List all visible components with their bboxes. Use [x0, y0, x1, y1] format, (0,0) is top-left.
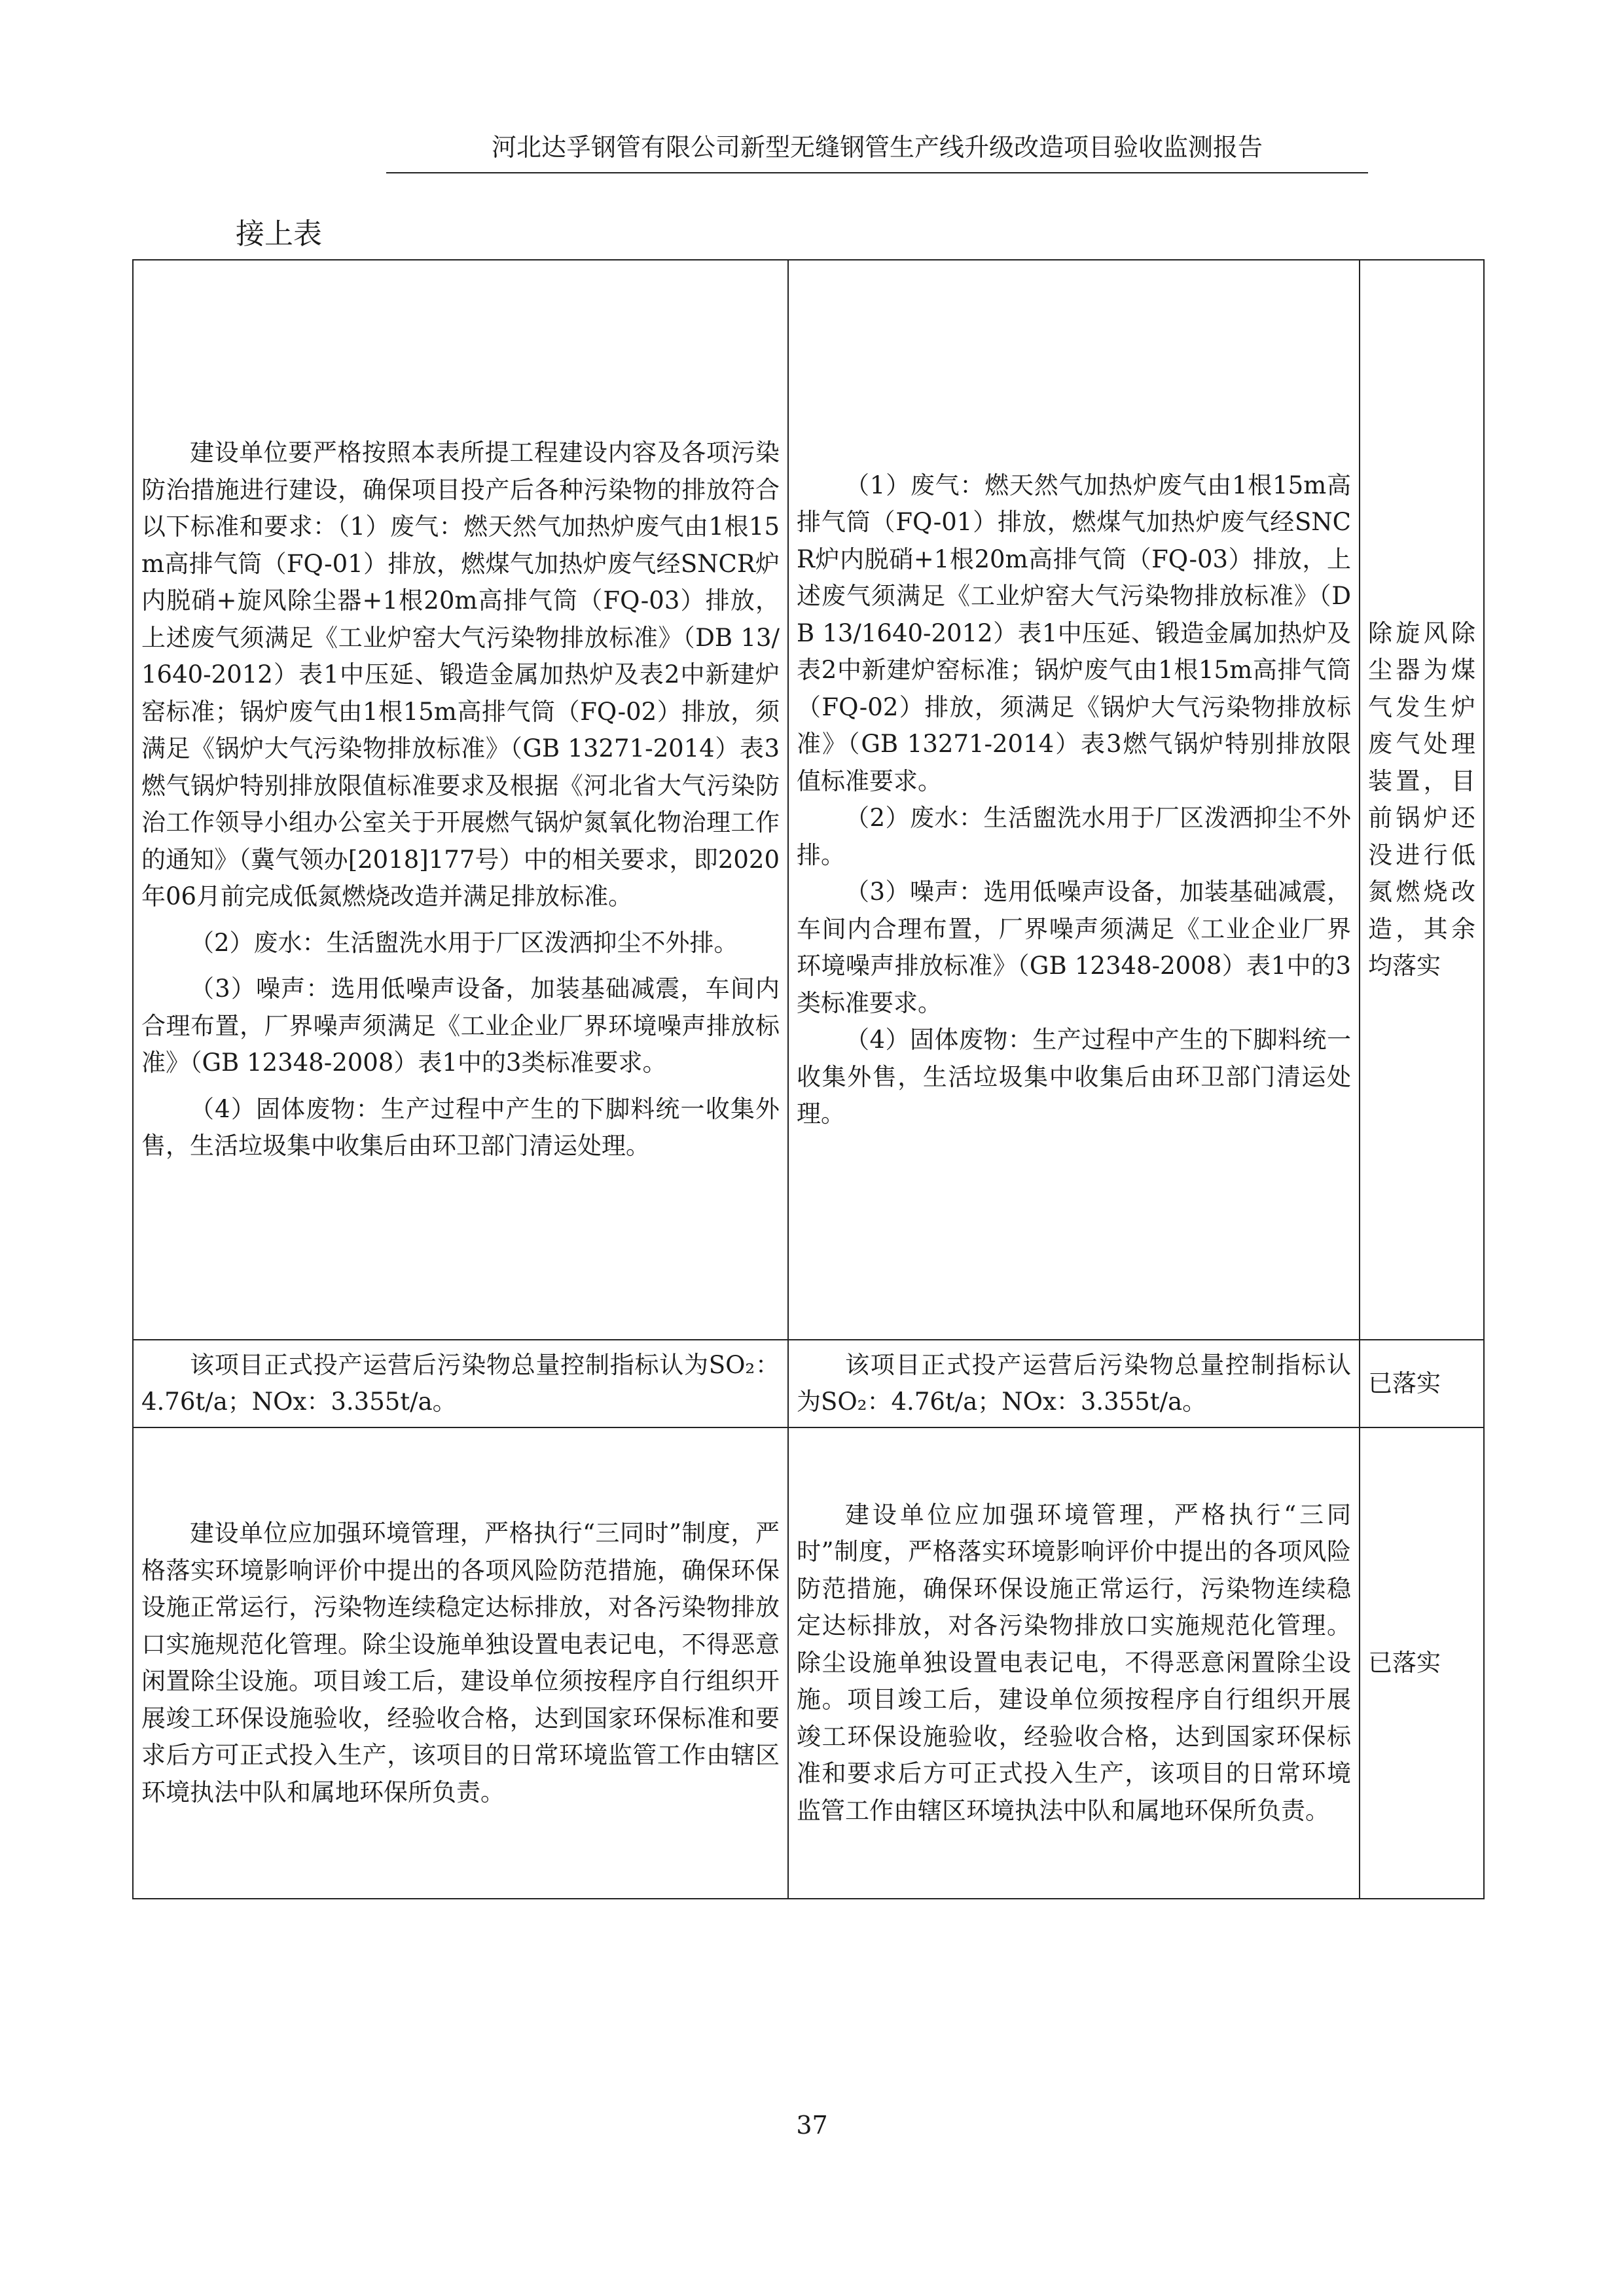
table-row	[133, 1427, 1484, 1899]
status-cell	[1360, 1340, 1484, 1427]
requirement-paragraph: （3）噪声：选用低噪声设备，加装基础减震，车间内合理布置，厂界噪声须满足《工业企业厂界环境噪声排放标准》（GB 12348-2008）表1中的3类标准要求。	[141, 975, 780, 1077]
acceptance-table	[132, 259, 1485, 1899]
table-row	[133, 260, 1484, 1340]
implementation-cell	[788, 1427, 1360, 1899]
implementation-paragraph: 建设单位应加强环境管理，严格执行“三同时”制度，严格落实环境影响评价中提出的各项风险防范措施，确保环保设施正常运行，污染物连续稳定达标排放，对各污染物排放口实施规范化管理。除尘设施单独设置电表记电，不得恶意闲置除尘设施。项目竣工后，建设单位须按程序自行组织开展竣工环保设施验收，经验收合格，达到国家环保标准和要求后方可正式投入生产，该项目的日常环境监管工作由辖区环境执法中队和属地环保所负责。	[797, 1500, 1351, 1825]
requirement-cell	[133, 1427, 788, 1899]
status-text: 已落实	[1368, 1369, 1441, 1397]
implementation-paragraph: （4）固体废物：生产过程中产生的下脚料统一收集外售，生活垃圾集中收集后由环卫部门清运处理。	[797, 1026, 1351, 1128]
status-cell	[1360, 260, 1484, 1340]
implementation-paragraph: （1）废气：燃天然气加热炉废气由1根15m高排气筒（FQ-01）排放，燃煤气加热炉废气经SNCR炉内脱硝+1根20m高排气筒（FQ-03）排放，上述废气须满足《工业炉窑大气污染物排放标准》（DB 13/1640-2012）表1中压延、锻造金属加热炉及表2中新建炉窑标准；锅炉废气由1根15m高排气筒（FQ-02）排放，须满足《锅炉大气污染物排放标准》（GB 13271-2014）表3燃气锅炉特别排放限值标准要求。	[797, 471, 1351, 795]
requirement-cell	[133, 1340, 788, 1427]
implementation-paragraph: 该项目正式投产运营后污染物总量控制指标认为SO₂：4.76t/a；NOx：3.355t/a。	[797, 1350, 1351, 1416]
requirement-paragraph: 建设单位要严格按照本表所提工程建设内容及各项污染防治措施进行建设，确保项目投产后各种污染物的排放符合以下标准和要求：（1）废气：燃天然气加热炉废气由1根15m高排气筒（FQ-01）排放，燃煤气加热炉废气经SNCR炉内脱硝+旋风除尘器+1根20m高排气筒（FQ-03）排放，上述废气须满足《工业炉窑大气污染物排放标准》（DB 13/1640-2012）表1中压延、锻造金属加热炉及表2中新建炉窑标准；锅炉废气由1根15m高排气筒（FQ-02）排放，须满足《锅炉大气污染物排放标准》（GB 13271-2014）表3燃气锅炉特别排放限值标准要求及根据《河北省大气污染防治工作领导小组办公室关于开展燃气锅炉氮氧化物治理工作的通知》（冀气领办[2018]177号）中的相关要求，即2020年06月前完成低氮燃烧改造并满足排放标准。	[141, 439, 780, 911]
requirement-paragraph: 该项目正式投产运营后污染物总量控制指标认为SO₂：4.76t/a；NOx：3.355t/a。	[141, 1350, 780, 1416]
requirement-paragraph: 建设单位应加强环境管理，严格执行“三同时”制度，严格落实环境影响评价中提出的各项风险防范措施，确保环保设施正常运行，污染物连续稳定达标排放，对各污染物排放口实施规范化管理。除尘设施单独设置电表记电，不得恶意闲置除尘设施。项目竣工后，建设单位须按程序自行组织开展竣工环保设施验收，经验收合格，达到国家环保标准和要求后方可正式投入生产，该项目的日常环境监管工作由辖区环境执法中队和属地环保所负责。	[141, 1519, 780, 1806]
implementation-paragraph: （2）废水：生活盥洗水用于厂区泼洒抑尘不外排。	[797, 804, 1351, 869]
implementation-cell	[788, 1340, 1360, 1427]
implementation-cell	[788, 260, 1360, 1340]
page-number: 37	[796, 2111, 828, 2140]
requirement-paragraph: （2）废水：生活盥洗水用于厂区泼洒抑尘不外排。	[190, 928, 738, 957]
status-text: 除旋风除尘器为煤气发生炉废气处理装置，目前锅炉还没进行低氮燃烧改造，其余均落实	[1368, 619, 1475, 980]
continued-label: 接上表	[236, 217, 322, 251]
requirement-cell	[133, 260, 788, 1340]
status-text: 已落实	[1368, 1648, 1441, 1677]
implementation-paragraph: （3）噪声：选用低噪声设备，加装基础减震，车间内合理布置，厂界噪声须满足《工业企业厂界环境噪声排放标准》（GB 12348-2008）表1中的3类标准要求。	[797, 878, 1351, 1017]
requirement-paragraph: （4）固体废物：生产过程中产生的下脚料统一收集外售，生活垃圾集中收集后由环卫部门清运处理。	[141, 1094, 780, 1160]
table-row	[133, 1340, 1484, 1427]
report-header-title: 河北达孚钢管有限公司新型无缝钢管生产线升级改造项目验收监测报告	[491, 133, 1263, 162]
header-divider	[386, 172, 1368, 173]
status-cell	[1360, 1427, 1484, 1899]
